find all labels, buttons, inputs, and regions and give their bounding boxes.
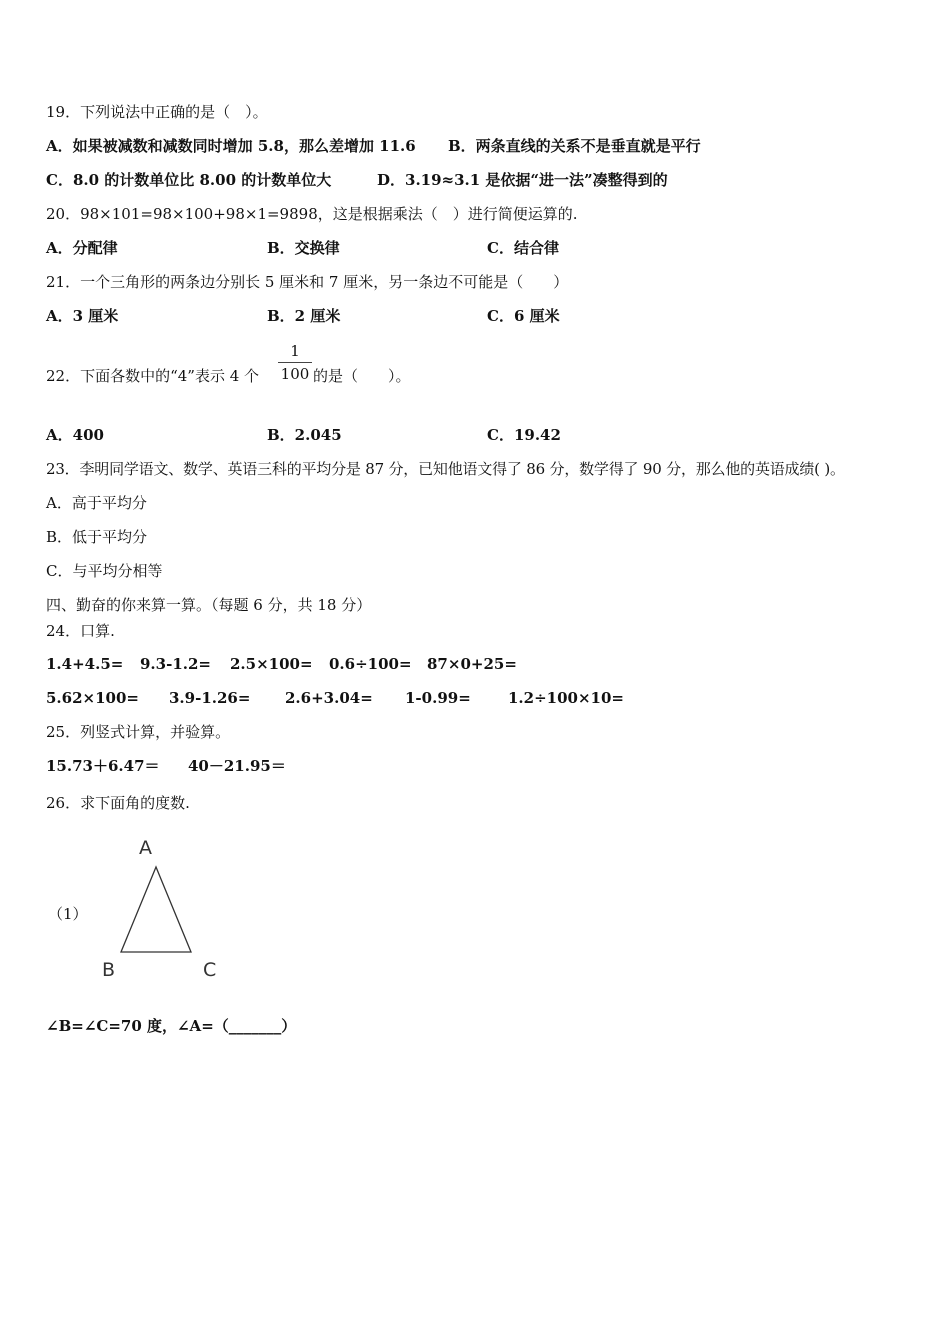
q22-option-c: C．19.42 bbox=[487, 426, 561, 444]
q20-option-b: B．交换律 bbox=[267, 239, 340, 257]
q22-stem-pre: 22．下面各数中的“4”表示 4 个 bbox=[46, 367, 260, 385]
q24-r1-item: 2.5×100= bbox=[230, 655, 313, 673]
q20-stem: 20．98×101=98×100+98×1=9898，这是根据乘法（ ）进行简便运算的. bbox=[46, 205, 578, 223]
q24-r2-item: 1.2÷100×10= bbox=[508, 689, 624, 707]
q24-stem: 24．口算. bbox=[46, 622, 115, 640]
triangle-figure bbox=[95, 830, 230, 985]
q20-option-a: A．分配律 bbox=[46, 239, 118, 257]
q19-option-d: D．3.19≈3.1 是依据“进一法”凑整得到的 bbox=[377, 171, 668, 189]
q22-fraction-bar bbox=[278, 362, 312, 363]
q22-fraction-numerator: 1 bbox=[290, 342, 300, 360]
q19-stem: 19．下列说法中正确的是（ ）。 bbox=[46, 103, 268, 121]
q26-stem: 26．求下面角的度数. bbox=[46, 794, 190, 812]
vertex-label-c: C bbox=[203, 959, 217, 981]
q22-fraction bbox=[278, 342, 312, 383]
q23-option-a: A．高于平均分 bbox=[46, 494, 147, 512]
q19-option-b: B．两条直线的关系不是垂直就是平行 bbox=[448, 137, 701, 155]
q24-r1-item: 87×0+25= bbox=[427, 655, 517, 673]
q21-option-b: B．2 厘米 bbox=[267, 307, 341, 325]
q22-option-b: B．2.045 bbox=[267, 426, 342, 444]
triangle-abc bbox=[121, 867, 191, 952]
q19-option-c: C．8.0 的计数单位比 8.00 的计数单位大 bbox=[46, 171, 332, 189]
q21-stem: 21．一个三角形的两条边分别长 5 厘米和 7 厘米，另一条边不可能是（ ） bbox=[46, 273, 569, 291]
q24-r2-item: 2.6+3.04= bbox=[285, 689, 373, 707]
q24-r2-item: 1-0.99= bbox=[405, 689, 471, 707]
q24-r2-item: 3.9-1.26= bbox=[169, 689, 251, 707]
q26-part-label: （1） bbox=[48, 905, 88, 923]
q26-answer: ∠B=∠C=70 度，∠A=（_______） bbox=[46, 1017, 297, 1035]
vertex-label-b: B bbox=[102, 959, 116, 981]
q19-option-a: A．如果被减数和减数同时增加 5.8，那么差增加 11.6 bbox=[46, 137, 416, 155]
q20-option-c: C．结合律 bbox=[487, 239, 559, 257]
q22-option-a: A．400 bbox=[46, 426, 104, 444]
q23-option-b: B．低于平均分 bbox=[46, 528, 148, 546]
q23-option-c: C．与平均分相等 bbox=[46, 562, 163, 580]
q24-r1-item: 9.3-1.2= bbox=[140, 655, 211, 673]
q21-option-a: A．3 厘米 bbox=[46, 307, 119, 325]
q22-fraction-denominator: 100 bbox=[280, 365, 310, 383]
section-four-heading: 四、勤奋的你来算一算。（每题 6 分，共 18 分） bbox=[46, 596, 372, 614]
q25-expression: 40－21.95＝ bbox=[188, 757, 286, 775]
q25-stem: 25．列竖式计算，并验算。 bbox=[46, 723, 231, 741]
q25-expression: 15.73＋6.47＝ bbox=[46, 757, 160, 775]
q23-stem: 23．李明同学语文、数学、英语三科的平均分是 87 分，已知他语文得了 86 分，数学得了 90 分，那么他的英语成绩( )。 bbox=[46, 460, 845, 478]
q24-r1-item: 1.4+4.5= bbox=[46, 655, 124, 673]
q24-r2-item: 5.62×100= bbox=[46, 689, 139, 707]
q24-r1-item: 0.6÷100= bbox=[329, 655, 412, 673]
q21-option-c: C．6 厘米 bbox=[487, 307, 560, 325]
q22-stem-post: 的是（ ）。 bbox=[313, 367, 411, 385]
vertex-label-a: A bbox=[139, 837, 152, 859]
